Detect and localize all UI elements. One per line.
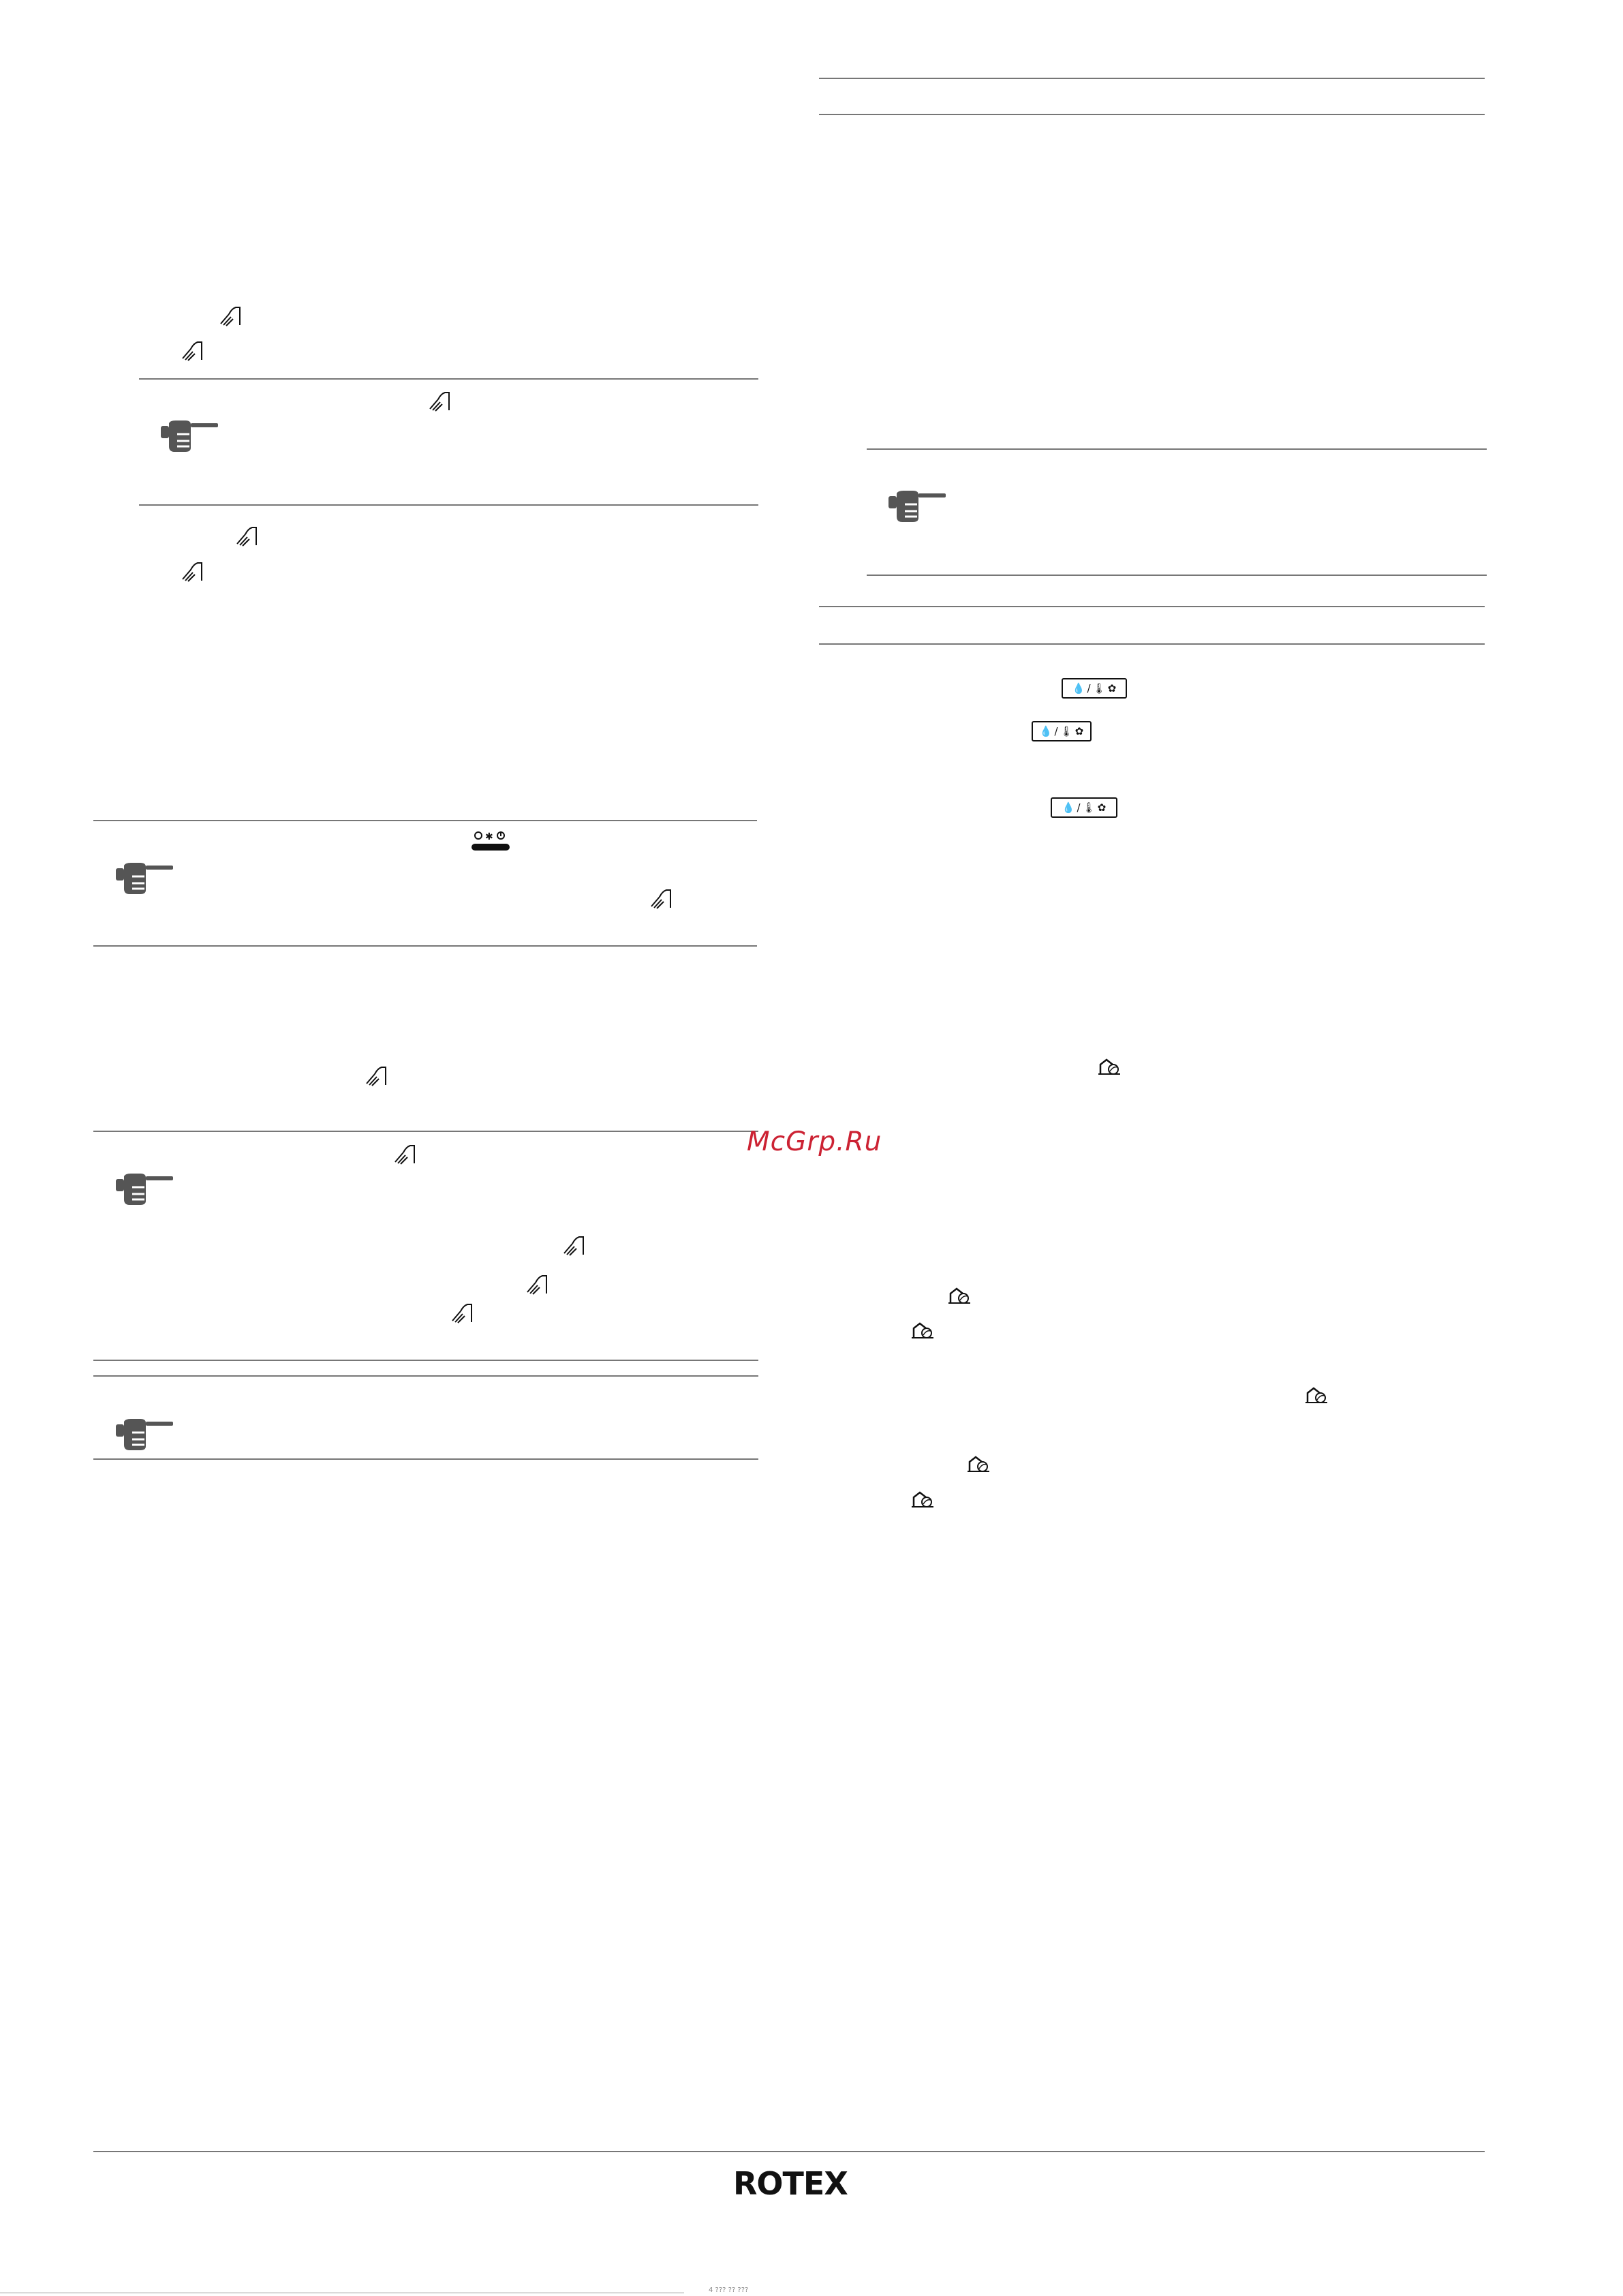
note-bottom-rule xyxy=(139,504,758,506)
hand-point-icon xyxy=(116,1419,174,1450)
finger-press-icon xyxy=(451,1302,477,1323)
mode-selector-icon: 💧 / 🌡 ✿ xyxy=(1062,678,1127,699)
note-top-rule xyxy=(867,448,1487,450)
finger-press-icon xyxy=(526,1273,552,1295)
home-leaf-icon xyxy=(1305,1386,1329,1404)
mode-selector-icon: 💧 / 🌡 ✿ xyxy=(1051,797,1117,818)
finger-press-icon xyxy=(563,1234,589,1256)
note-top-rule xyxy=(93,820,757,821)
section-rule xyxy=(819,643,1485,645)
finger-press-icon xyxy=(650,887,676,909)
section-rule xyxy=(819,78,1485,79)
rotex-logo: ROTEX xyxy=(733,2165,848,2202)
mode-selector-icon: 💧 / 🌡 ✿ xyxy=(1032,721,1092,741)
finger-press-icon xyxy=(429,390,454,412)
on-off-button-icon xyxy=(470,830,511,852)
hand-point-icon xyxy=(888,491,947,522)
note-bottom-rule xyxy=(93,945,757,947)
finger-press-icon xyxy=(181,339,207,361)
note-top-rule xyxy=(139,378,758,380)
home-leaf-icon xyxy=(948,1287,972,1304)
watermark-text: McGrp.Ru xyxy=(747,1127,882,1157)
home-leaf-icon xyxy=(968,1455,991,1473)
section-rule xyxy=(819,606,1485,607)
note-bottom-rule xyxy=(93,1360,758,1361)
finger-press-icon xyxy=(365,1065,391,1086)
note-top-rule xyxy=(93,1375,758,1377)
section-rule xyxy=(819,114,1485,115)
finger-press-icon xyxy=(394,1143,420,1165)
note-bottom-rule xyxy=(867,575,1487,576)
finger-press-icon xyxy=(181,560,207,582)
home-leaf-icon xyxy=(1098,1058,1122,1075)
svg-text:✱: ✱ xyxy=(485,831,493,842)
footer-faint-text: 4 ??? ?? ??? xyxy=(709,2286,749,2294)
finger-press-icon xyxy=(219,305,245,326)
note-bottom-rule xyxy=(93,1458,758,1460)
note-top-rule xyxy=(93,1131,758,1132)
home-leaf-icon xyxy=(912,1321,935,1339)
hand-point-icon xyxy=(116,1174,174,1205)
home-leaf-icon xyxy=(912,1490,935,1508)
hand-point-icon xyxy=(161,420,219,452)
hand-point-icon xyxy=(116,863,174,894)
footer-rule xyxy=(93,2151,1485,2152)
finger-press-icon xyxy=(236,525,262,547)
